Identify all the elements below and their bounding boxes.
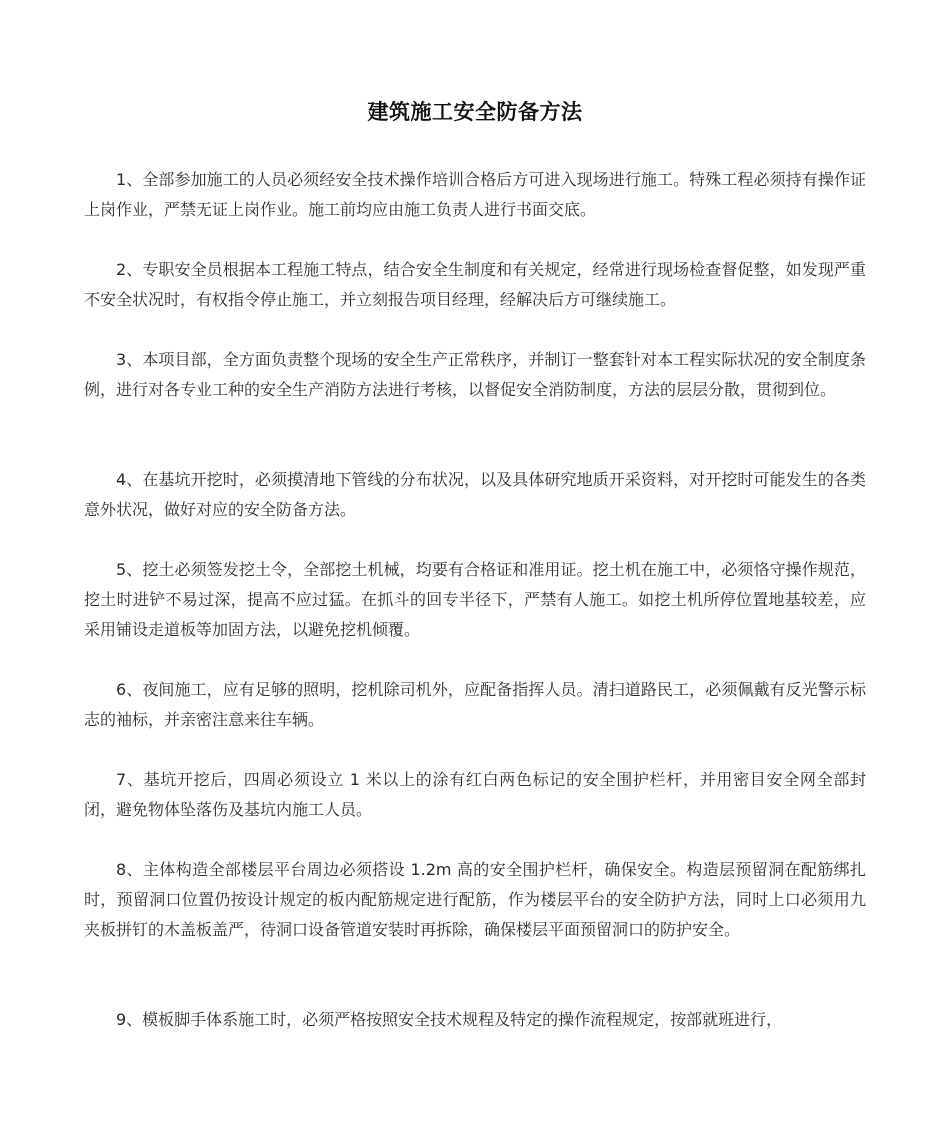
paragraph-5: 5、挖土必须签发挖土令，全部挖土机械，均要有合格证和准用证。挖土机在施工中，必须恪守操作规范，挖土时进铲不易过深，提高不应过猛。在抓斗的回专半径下，严禁有人施工。如挖土机所停位置地基较差，应采用铺设走道板等加固方法，以避免挖机倾覆。	[84, 560, 866, 639]
paragraph-8: 8、主体构造全部楼层平台周边必须搭设 1.2m 高的安全围护栏杆，确保安全。构造层预留洞在配筋绑扎时，预留洞口位置仍按设计规定的板内配筋规定进行配筋，作为楼层平台的安全防护方法，同时上口必须用九夹板拼钉的木盖板盖严，待洞口设备管道安装时再拆除，确保楼层平面预留洞口的防护安全。	[84, 860, 866, 939]
paragraph-1: 1、全部参加施工的人员必须经安全技术操作培训合格后方可进入现场进行施工。特殊工程必须持有操作证上岗作业，严禁无证上岗作业。施工前均应由施工负责人进行书面交底。	[84, 170, 866, 219]
document-title: 建筑施工安全防备方法	[367, 100, 583, 124]
paragraph-4: 4、在基坑开挖时，必须摸清地下管线的分布状况，以及具体研究地质开采资料，对开挖时可能发生的各类意外状况，做好对应的安全防备方法。	[84, 470, 866, 519]
paragraph-2: 2、专职安全员根据本工程施工特点，结合安全生制度和有关规定，经常进行现场检查督促整，如发现严重不安全状况时，有权指令停止施工，并立刻报告项目经理，经解决后方可继续施工。	[84, 260, 866, 309]
paragraph-6: 6、夜间施工，应有足够的照明，挖机除司机外，应配备指挥人员。清扫道路民工，必须佩戴有反光警示标志的袖标，并亲密注意来往车辆。	[84, 680, 866, 729]
paragraph-3: 3、本项目部，全方面负责整个现场的安全生产正常秩序，并制订一整套针对本工程实际状况的安全制度条例，进行对各专业工种的安全生产消防方法进行考核，以督促安全消防制度，方法的层层分散，贯彻到位。	[84, 350, 866, 399]
paragraph-9: 9、模板脚手体系施工时，必须严格按照安全技术规程及特定的操作流程规定，按部就班进行，	[116, 1010, 783, 1029]
paragraph-7: 7、基坑开挖后，四周必须设立 1 米以上的涂有红白两色标记的安全围护栏杆，并用密目安全网全部封闭，避免物体坠落伤及基坑内施工人员。	[84, 770, 866, 819]
